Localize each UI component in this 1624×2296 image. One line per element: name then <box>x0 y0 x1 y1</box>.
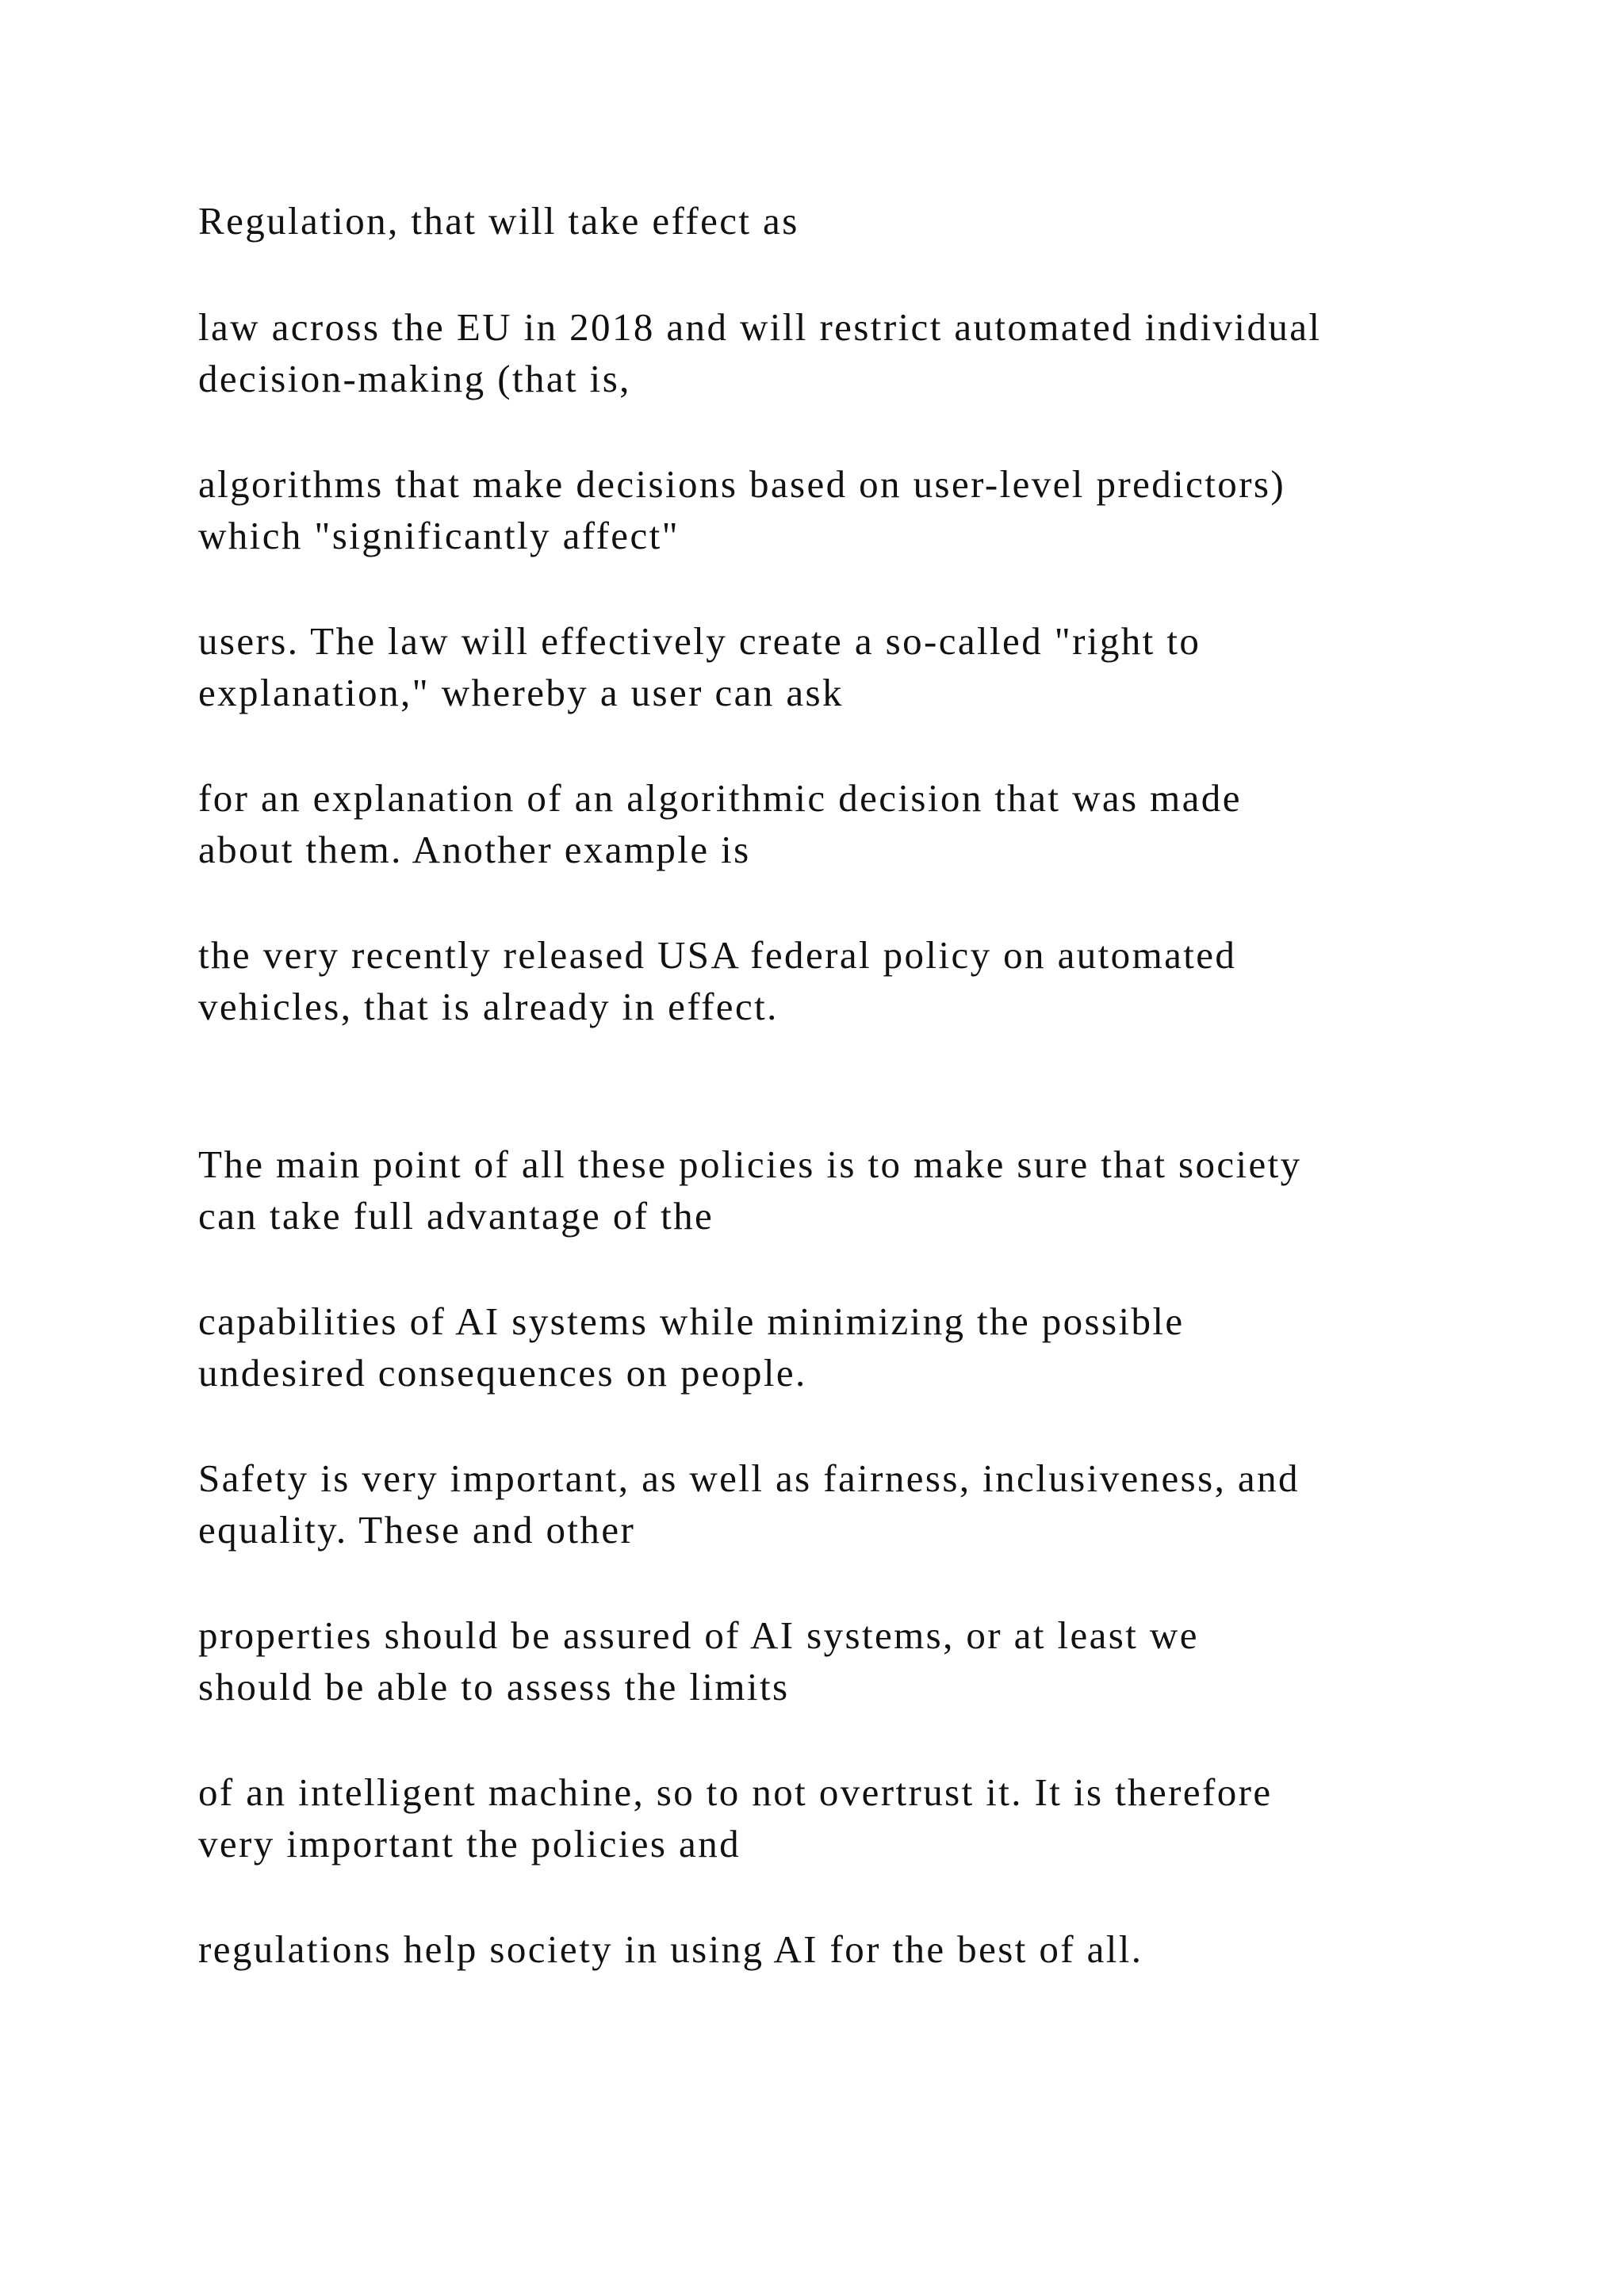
paragraph-12 <box>198 1923 1546 1975</box>
paragraph-11 <box>198 1766 1546 1869</box>
paragraph-10 <box>198 1609 1546 1712</box>
paragraph-5 <box>198 772 1546 875</box>
paragraph-line: which "significantly affect" <box>198 514 680 557</box>
paragraph-line: undesired consequences on people. <box>198 1351 807 1395</box>
paragraph-line: about them. Another example is <box>198 828 751 871</box>
paragraph-line: users. The law will effectively create a so-called "right to <box>198 619 1201 663</box>
paragraph-line: equality. These and other <box>198 1508 636 1552</box>
paragraph-line: properties should be assured of AI systems, or at least we <box>198 1613 1199 1657</box>
paragraph-line: can take full advantage of the <box>198 1194 714 1238</box>
paragraph-line: very important the policies and <box>198 1822 741 1866</box>
paragraph-line: The main point of all these policies is to make sure that society <box>198 1142 1302 1186</box>
paragraph-line: Regulation, that will take effect as <box>198 199 799 243</box>
paragraph-line: should be able to assess the limits <box>198 1665 790 1709</box>
paragraph-line: regulations help society in using AI for the best of all. <box>198 1927 1143 1971</box>
paragraph-7 <box>198 1138 1546 1242</box>
paragraph-line: of an intelligent machine, so to not overtrust it. It is therefore <box>198 1770 1273 1814</box>
paragraph-line: the very recently released USA federal policy on automated <box>198 933 1237 977</box>
paragraph-line: algorithms that make decisions based on user-level predictors) <box>198 462 1286 506</box>
paragraph-line: vehicles, that is already in effect. <box>198 985 779 1028</box>
paragraph-1 <box>198 195 1546 247</box>
paragraph-2 <box>198 301 1546 404</box>
paragraph-line: law across the EU in 2018 and will restrict automated individual <box>198 305 1322 349</box>
paragraph-9 <box>198 1452 1546 1556</box>
paragraph-3 <box>198 458 1546 561</box>
paragraph-line: Safety is very important, as well as fairness, inclusiveness, and <box>198 1456 1300 1500</box>
paragraph-line: decision-making (that is, <box>198 357 631 400</box>
paragraph-8 <box>198 1295 1546 1399</box>
paragraph-line: for an explanation of an algorithmic decision that was made <box>198 776 1242 820</box>
paragraph-4 <box>198 615 1546 718</box>
paragraph-line: capabilities of AI systems while minimizing the possible <box>198 1299 1185 1343</box>
paragraph-line: explanation," whereby a user can ask <box>198 671 844 714</box>
paragraph-6 <box>198 929 1546 1032</box>
